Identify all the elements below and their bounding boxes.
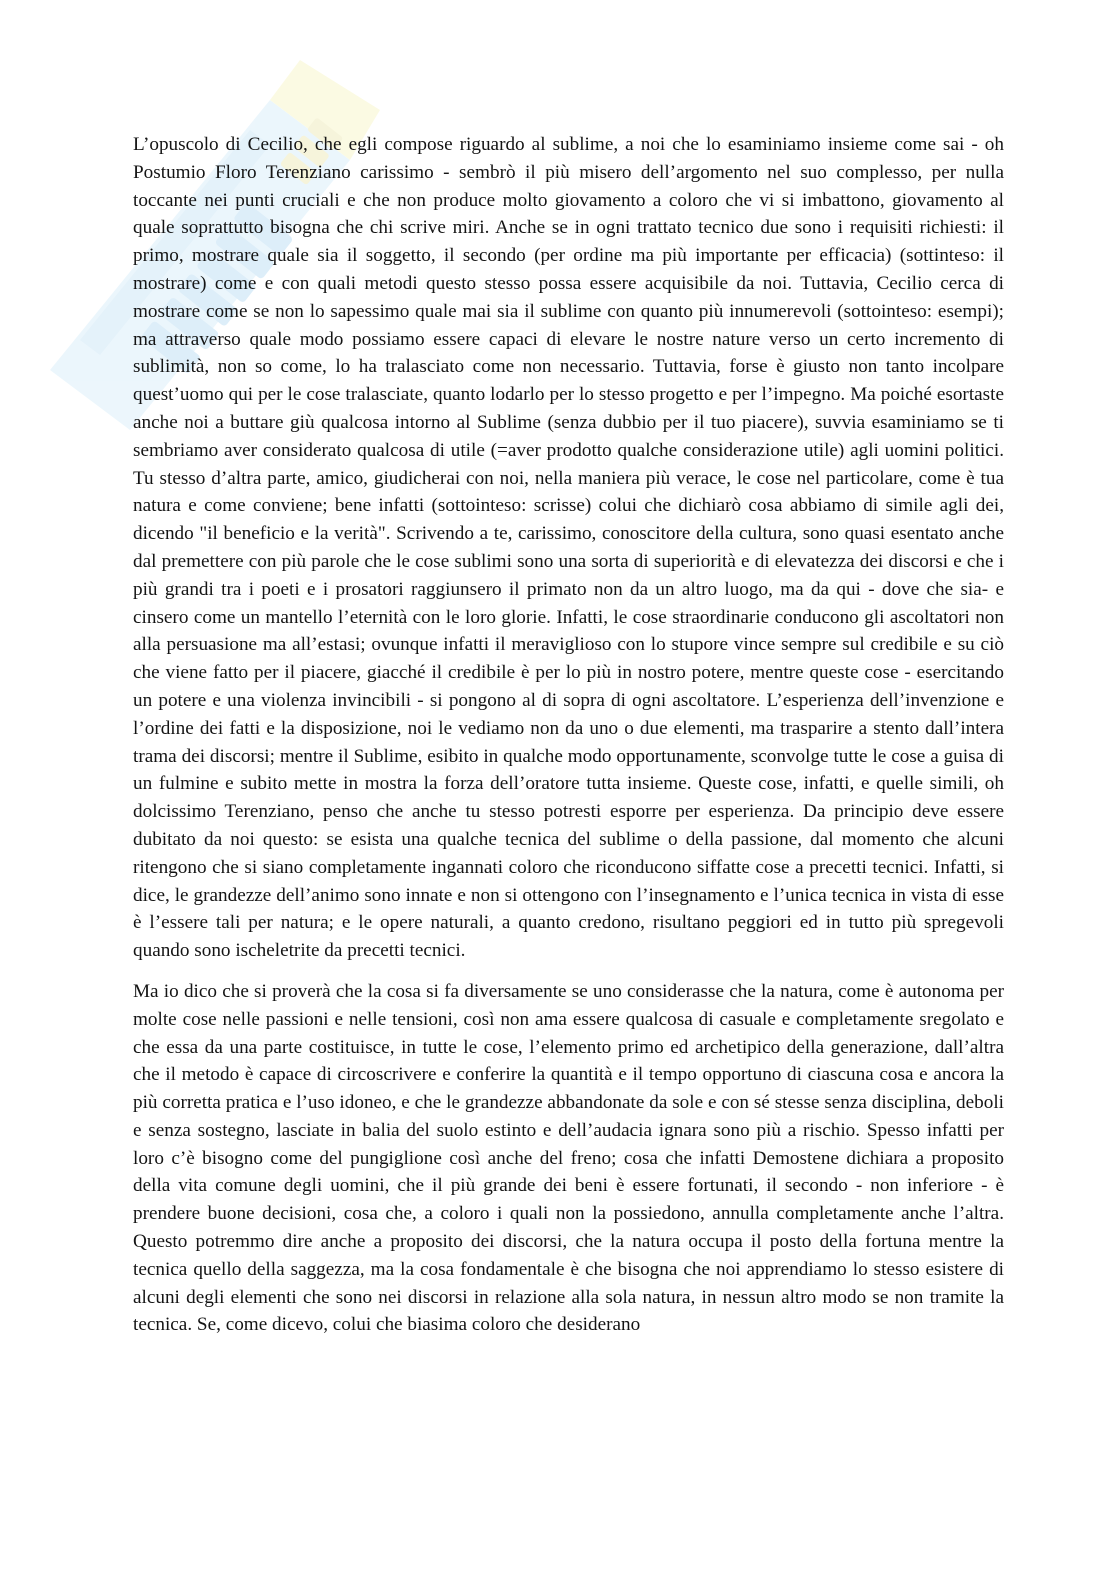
document-body xyxy=(133,131,1004,1339)
paragraph-2: Ma io dico che si proverà che la cosa si fa diversamente se uno considerasse che la natura, come è autonoma per molte cose nelle passioni e nelle tensioni, così non ama essere qualcosa di casuale e completamente sregolato e che essa da una parte costituisce, in tutte le cose, l’elemento primo ed archetipico della generazione, dall’altra che il metodo è capace di circoscrivere e conferire la quantità e il tempo opportuno di ciascuna cosa e ancora la più corretta pratica e l’uso idoneo, e che le grandezze abbandonate da sole e con sé stesse senza disciplina, deboli e senza sostegno, lasciate in balia del suolo estinto e dell’audacia ignara sono più a rischio. Spesso infatti per loro c’è bisogno come del pungiglione così anche del freno; cosa che infatti Demostene dichiara a proposito della vita comune degli uomini, che il più grande dei beni è essere fortunati, il secondo - non inferiore - è prendere buone decisioni, cosa che, a coloro i quali non la possiedono, annulla completamente anche l’altra. Questo potremmo dire anche a proposito dei discorsi, che la natura occupa il posto della fortuna mentre la tecnica quello della saggezza, ma la cosa fondamentale è che bisogna che noi apprendiamo lo stesso esistere di alcuni degli elementi che sono nei discorsi in relazione alla sola natura, in nessun altro modo se non tramite la tecnica. Se, come dicevo, colui che biasima coloro che desiderano xyxy=(133,980,1004,1336)
paragraph-1: L’opuscolo di Cecilio, che egli compose riguardo al sublime, a noi che lo esaminiamo insieme come sai - oh Postumio Floro Terenziano carissimo - sembrò il più misero dell’argomento nel suo complesso, per nulla toccante nei punti cruciali e che non produce molto giovamento a coloro che vi si imbattono, giovamento al quale soprattutto bisogna che chi scrive miri. Anche se in ogni trattato tecnico due sono i requisiti richiesti: il primo, mostrare quale sia il soggetto, il secondo (per ordine ma più importante per efficacia) (sottinteso: il mostrare) come e con quali metodi questo stesso possa essere acquisibile da noi. Tuttavia, Cecilio cerca di mostrare come se non lo sapessimo quale mai sia il sublime con quanto più innumerevoli (sottointeso: esempi); ma attraverso quale modo possiamo essere capaci di elevare le nostre nature verso un certo incremento di sublimità, non so come, lo ha tralasciato come non necessario. Tuttavia, forse è giusto non tanto incolpare quest’uomo qui per le cose tralasciate, quanto lodarlo per lo stesso progetto e per l’impegno. Ma poiché esortaste anche noi a buttare giù qualcosa intorno al Sublime (senza dubbio per il tuo piacere), suvvia esaminiamo se ti sembriamo aver considerato qualcosa di utile (=aver prodotto qualche considerazione utile) agli uomini politici. Tu stesso d’altra parte, amico, giudicherai con noi, nella maniera più verace, le cose nel particolare, come è tua natura e come conviene; bene infatti (sottointeso: scrisse) colui che dichiarò cosa abbiamo di simile agli dei, dicendo "il beneficio e la verità". Scrivendo a te, carissimo, conoscitore della cultura, sono quasi esentato anche dal premettere con più parole che le cose sublimi sono una sorta di superiorità e di elevatezza dei discorsi e che i più grandi tra i poeti e i prosatori raggiunsero il primato non da un altro luogo, ma da qui - dove che sia- e cinsero come un mantello l’eternità con le loro glorie. Infatti, le cose straordinarie conducono gli ascoltatori non alla persuasione ma all’estasi; ovunque infatti il meraviglioso con lo stupore vince sempre sul credibile e su ciò che viene fatto per il piacere, giacché il credibile è per lo più in nostro potere, mentre queste cose - esercitando un potere e una violenza invincibili - si pongono al di sopra di ogni ascoltatore. L’esperienza dell’invenzione e l’ordine dei fatti e la disposizione, noi le vediamo non da uno o due elementi, ma trasparire a stento dall’intera trama dei discorsi; mentre il Sublime, esibito in qualche modo opportunamente, sconvolge tutte le cose a guisa di un fulmine e subito mette in mostra la forza dell’oratore tutta insieme. Queste cose, infatti, e quelle simili, oh dolcissimo Terenziano, penso che anche tu stesso potresti esporre per esperienza. Da principio deve essere dubitato da noi questo: se esista una qualche tecnica del sublime o della passione, dal momento che alcuni ritengono che si siano completamente ingannati coloro che riconducono siffatte cose a precetti tecnici. Infatti, si dice, le grandezze dell’animo sono innate e non si ottengono con l’insegnamento e l’unica tecnica in vista di esse è l’essere tali per natura; e le opere naturali, a quanto credono, risultano peggiori ed in tutto più spregevoli quando sono ischeletrite da precetti tecnici. xyxy=(133,134,1004,962)
